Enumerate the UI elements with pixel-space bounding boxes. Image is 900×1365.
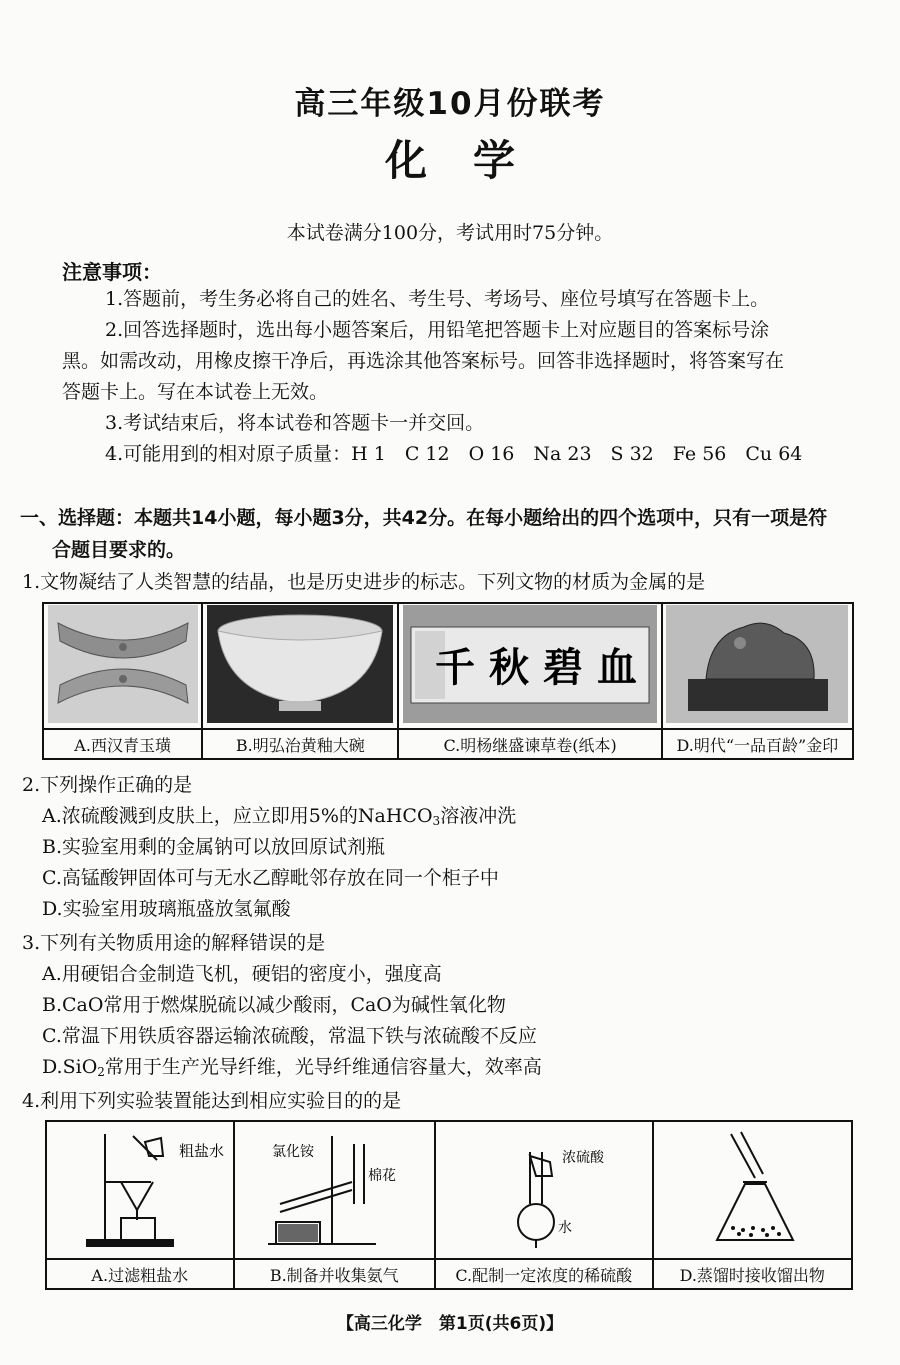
notice-item-3: 3.考试结束后，将本试卷和答题卡一并交回。 — [105, 412, 485, 434]
section-heading-cont: 合题目要求的。 — [52, 539, 186, 561]
notice-item-2-cont: 黑。如需改动，用橡皮擦干净后，再选涂其他答案标号。回答非选择题时，将答案写在 — [62, 350, 785, 372]
subject-title: 化学 — [384, 136, 561, 185]
label-c-water: 水 — [557, 1220, 572, 1236]
notice-item-2: 2.回答选择题时，选出每小题答案后，用铅笔把答题卡上对应题目的答案标号涂 — [105, 319, 770, 341]
q2-stem: 2.下列操作正确的是 — [22, 774, 193, 796]
calligraphy-scroll-image — [403, 605, 657, 723]
label-a-liquid: 粗盐水 — [178, 1142, 224, 1160]
q4-stem: 4.利用下列实验装置能达到相应实验目的的是 — [22, 1090, 402, 1112]
q1-image-scroll — [398, 603, 661, 729]
q1-caption-b: B.明弘治黄釉大碗 — [202, 729, 398, 759]
distillation-receiver-diagram — [655, 1122, 849, 1254]
notice-title: 注意事项： — [62, 260, 162, 284]
q1-stem: 1.文物凝结了人类智慧的结晶，也是历史进步的标志。下列文物的材质为金属的是 — [22, 571, 706, 593]
ammonia-apparatus-diagram — [236, 1122, 432, 1254]
q4-caption-d: D.蒸馏时接收馏出物 — [653, 1259, 853, 1289]
q4-apparatus-c — [435, 1121, 653, 1259]
q1-artifact-table — [42, 602, 854, 760]
q1-image-jade — [43, 603, 202, 729]
q4-apparatus-table — [45, 1120, 853, 1290]
q4-caption-c: C.配制一定浓度的稀硫酸 — [435, 1259, 653, 1289]
label-c-acid: 浓硫酸 — [561, 1150, 604, 1166]
q3-option-c: C.常温下用铁质容器运输浓硫酸，常温下铁与浓硫酸不反应 — [42, 1025, 537, 1047]
notice-item-2-end: 答题卡上。写在本试卷上无效。 — [62, 381, 329, 403]
section-heading: 一、选择题：本题共14小题，每小题3分，共42分。在每小题给出的四个选项中，只有一项是符 — [20, 507, 828, 529]
q2-option-b: B.实验室用剩的金属钠可以放回原试剂瓶 — [42, 836, 386, 858]
q1-image-seal — [662, 603, 853, 729]
bowl-image — [207, 605, 393, 723]
filtration-apparatus-diagram — [49, 1122, 231, 1254]
label-b-reagent: 氯化铵 — [272, 1144, 315, 1160]
notice-item-4: 4.可能用到的相对原子质量：H 1 C 12 O 16 Na 23 S 32 Fe 56 Cu 64 — [105, 443, 803, 465]
jade-pendant-image — [48, 605, 198, 723]
q1-image-bowl — [202, 603, 398, 729]
scroll-text: 千秋碧血 — [435, 644, 652, 691]
q3-option-b: B.CaO常用于燃煤脱硫以减少酸雨，CaO为碱性氧化物 — [42, 994, 506, 1016]
q2-option-c: C.高锰酸钾固体可与无水乙醇毗邻存放在同一个柜子中 — [42, 867, 499, 889]
q3-option-a: A.用硬铝合金制造飞机，硬铝的密度小，强度高 — [42, 963, 442, 985]
q4-apparatus-d — [653, 1121, 853, 1259]
exam-info: 本试卷满分100分，考试用时75分钟。 — [286, 222, 614, 244]
q2-option-a: A.浓硫酸溅到皮肤上，应立即用5%的NaHCO$_3$溶液冲洗 — [42, 805, 517, 828]
q1-caption-d: D.明代“一品百龄”金印 — [662, 729, 853, 759]
q3-option-d: D.SiO$_2$常用于生产光导纤维，光导纤维通信容量大，效率高 — [42, 1056, 542, 1079]
notice-item-1: 1.答题前，考生务必将自己的姓名、考生号、考场号、座位号填写在答题卡上。 — [105, 288, 770, 310]
q4-apparatus-a — [46, 1121, 234, 1259]
q4-apparatus-b — [234, 1121, 436, 1259]
q1-caption-c: C.明杨继盛谏草卷(纸本) — [398, 729, 661, 759]
exam-title: 高三年级10月份联考 — [294, 86, 606, 122]
gold-seal-image — [666, 605, 848, 723]
q1-caption-a: A.西汉青玉璜 — [43, 729, 202, 759]
q3-stem: 3.下列有关物质用途的解释错误的是 — [22, 932, 326, 954]
page-footer: 【高三化学 第1页(共6页)】 — [336, 1314, 564, 1334]
label-b-cotton: 棉花 — [368, 1168, 397, 1184]
q4-caption-b: B.制备并收集氨气 — [234, 1259, 436, 1289]
q4-caption-a: A.过滤粗盐水 — [46, 1259, 234, 1289]
dilution-apparatus-diagram — [438, 1122, 650, 1254]
q2-option-d: D.实验室用玻璃瓶盛放氢氟酸 — [42, 898, 291, 920]
